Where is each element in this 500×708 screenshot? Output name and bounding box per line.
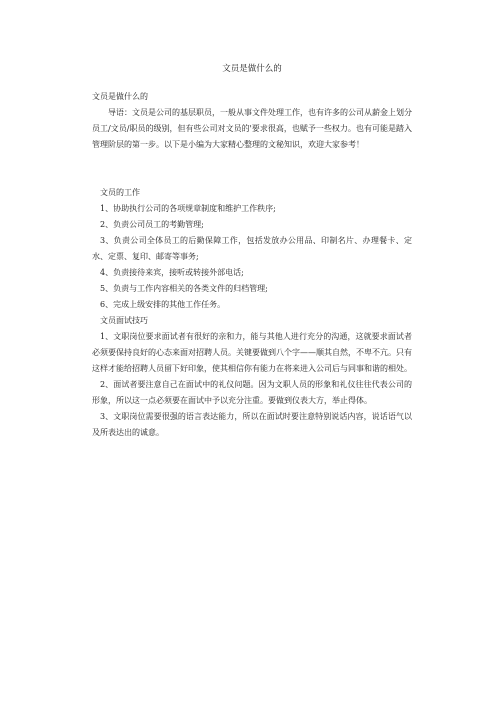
list-item: 3、负责公司全体员工的后勤保障工作，包括发放办公用品、印制名片、办理餐卡、定水、定票、复印、邮寄等事务; [92,236,412,261]
work-list [92,201,412,313]
list-item: 1、文职岗位要求面试者有很好的亲和力，能与其他人进行充分的沟通，这就要求面试者必须要保持良好的心态来面对招聘人员。关键要做到八个字——顺其自然，不卑不亢。只有这样才能给招聘人员留下好印象，使其相信你有能力在将来进入公司后与同事和谐的相处。 [92,332,412,373]
list-item: 3、文职岗位需要很强的语言表达能力，所以在面试时要注意特别说话内容，说话语气以及所表达出的诚意。 [92,412,412,437]
list-item: 2、面试者要注意自己在面试中的礼仪问题。因为文职人员的形象和礼仪往往代表公司的形象，所以这一点必须要在面试中予以充分注重。要做到仪表大方，举止得体。 [92,380,412,405]
list-item: 1、协助执行公司的各项规章制度和维护工作秩序; [100,204,276,213]
intro-paragraph: 导语：文员是公司的基层职员，一般从事文件处理工作，也有许多的公司从薪金上划分员工/文员/职员的级别，但有些公司对文员的'要求很高，也赋予一些权力。也有可能是踏入管理阶层的第一步。以下是小编为大家精心整理的文秘知识，欢迎大家参考！ [92,108,412,149]
document-title: 文员是做什么的 [222,64,282,74]
intro-section [92,89,412,153]
interview-list [92,329,412,441]
work-section [92,185,412,313]
list-item: 6、完成上级安排的其他工作任务。 [100,300,226,309]
list-item: 4、负责接待来宾，接听或转接外部电话; [100,268,244,277]
list-item: 2、负责公司员工的考勤管理; [100,220,204,229]
spacer [92,169,412,185]
interview-heading: 文员面试技巧 [100,316,148,325]
interview-section [92,313,412,441]
list-item: 5、负责与工作内容相关的各类文件的归档管理; [100,284,268,293]
work-heading: 文员的工作 [100,188,140,197]
intro-heading: 文员是做什么的 [92,92,148,101]
spacer [92,153,412,169]
